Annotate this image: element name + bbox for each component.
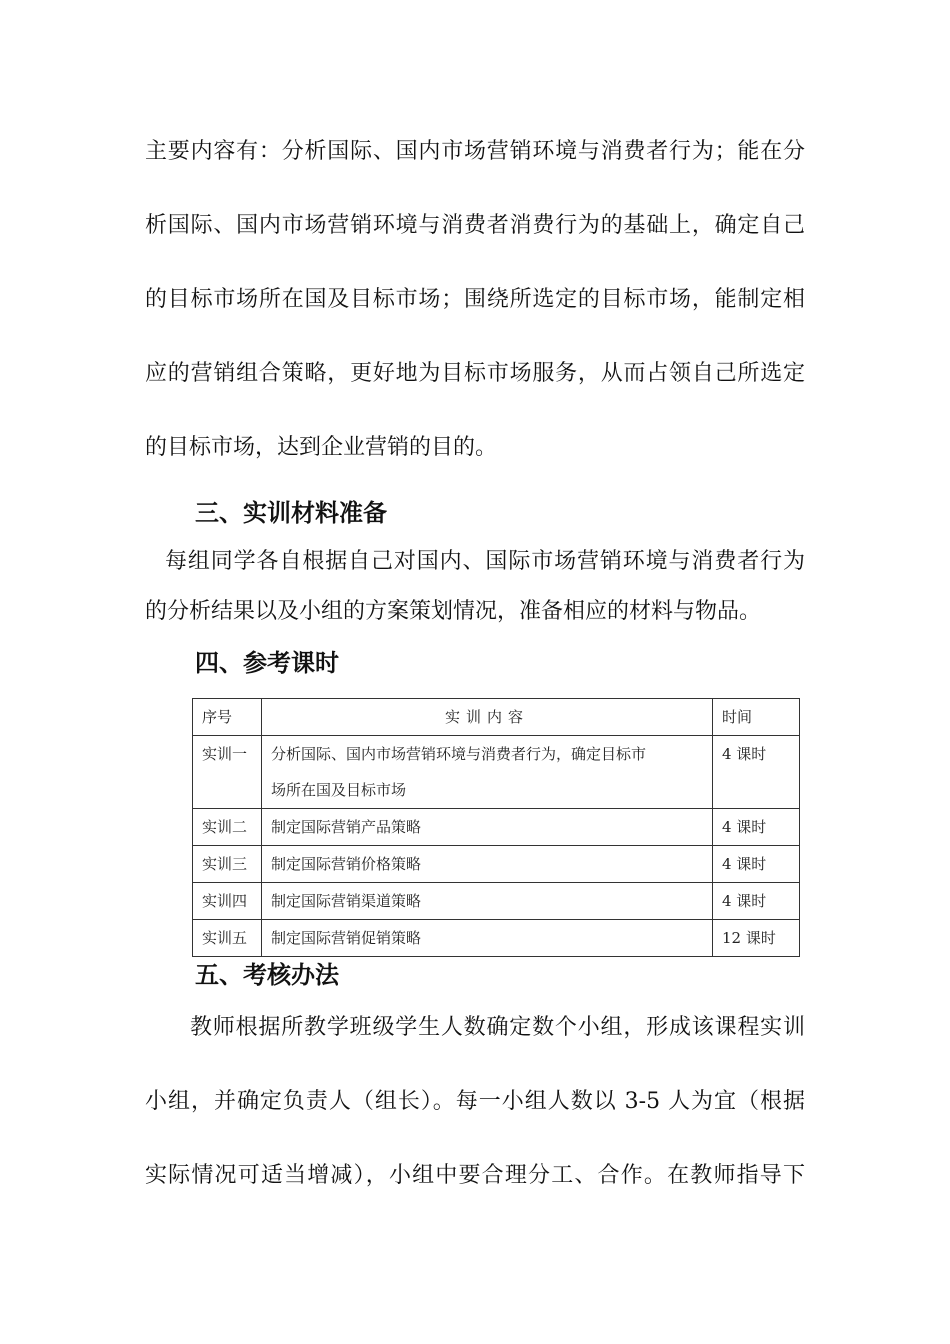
row-id: 实训五 <box>193 920 262 957</box>
row-id: 实训二 <box>193 809 262 846</box>
section-3-line-1: 每组同学各自根据自己对国内、国际市场营销环境与消费者行为 <box>165 549 805 574</box>
header-id: 序号 <box>193 699 262 736</box>
section-3-line-2: 的分析结果以及小组的方案策划情况，准备相应的材料与物品。 <box>145 599 762 624</box>
row-content: 制定国际营销价格策略 <box>262 846 713 883</box>
row-content-line-1: 分析国际、国内市场营销环境与消费者行为，确定目标市 <box>271 745 647 763</box>
row-time: 12 课时 <box>713 920 800 957</box>
row-time: 4 课时 <box>713 736 800 809</box>
section-5-line-3: 实际情况可适当增减），小组中要合理分工、合作。在教师指导下 <box>145 1163 805 1188</box>
section-4-heading: 四、参考课时 <box>195 649 339 677</box>
row-content-line-2: 场所在国及目标市场 <box>271 781 407 799</box>
row-id: 实训三 <box>193 846 262 883</box>
row-content: 制定国际营销产品策略 <box>262 809 713 846</box>
intro-line-1: 主要内容有：分析国际、国内市场营销环境与消费者行为；能在分 <box>145 139 805 164</box>
table-row <box>193 736 800 809</box>
row-time: 4 课时 <box>713 846 800 883</box>
table-row <box>193 809 800 846</box>
row-id: 实训一 <box>193 736 262 809</box>
table-row <box>193 920 800 957</box>
table-header-row <box>193 699 800 736</box>
row-content: 制定国际营销渠道策略 <box>262 883 713 920</box>
section-5-line-2: 小组，并确定负责人（组长）。每一小组人数以 3-5 人为宜（根据 <box>145 1089 805 1114</box>
section-3-heading: 三、实训材料准备 <box>195 499 387 527</box>
table-row <box>193 883 800 920</box>
row-id: 实训四 <box>193 883 262 920</box>
section-5-line-1: 教师根据所教学班级学生人数确定数个小组，形成该课程实训 <box>190 1015 805 1040</box>
row-time: 4 课时 <box>713 883 800 920</box>
course-hours-table <box>192 698 800 957</box>
section-5-heading: 五、考核办法 <box>195 961 339 989</box>
row-content: 制定国际营销促销策略 <box>262 920 713 957</box>
intro-line-3: 的目标市场所在国及目标市场；围绕所选定的目标市场，能制定相 <box>145 287 805 312</box>
row-content <box>262 736 713 809</box>
header-content: 实训内容 <box>262 699 713 736</box>
header-time: 时间 <box>713 699 800 736</box>
row-time: 4 课时 <box>713 809 800 846</box>
intro-line-2: 析国际、国内市场营销环境与消费者消费行为的基础上，确定自己 <box>145 213 805 238</box>
intro-line-4: 应的营销组合策略，更好地为目标市场服务，从而占领自己所选定 <box>145 361 805 386</box>
intro-line-5: 的目标市场，达到企业营销的目的。 <box>145 435 498 460</box>
table-row <box>193 846 800 883</box>
